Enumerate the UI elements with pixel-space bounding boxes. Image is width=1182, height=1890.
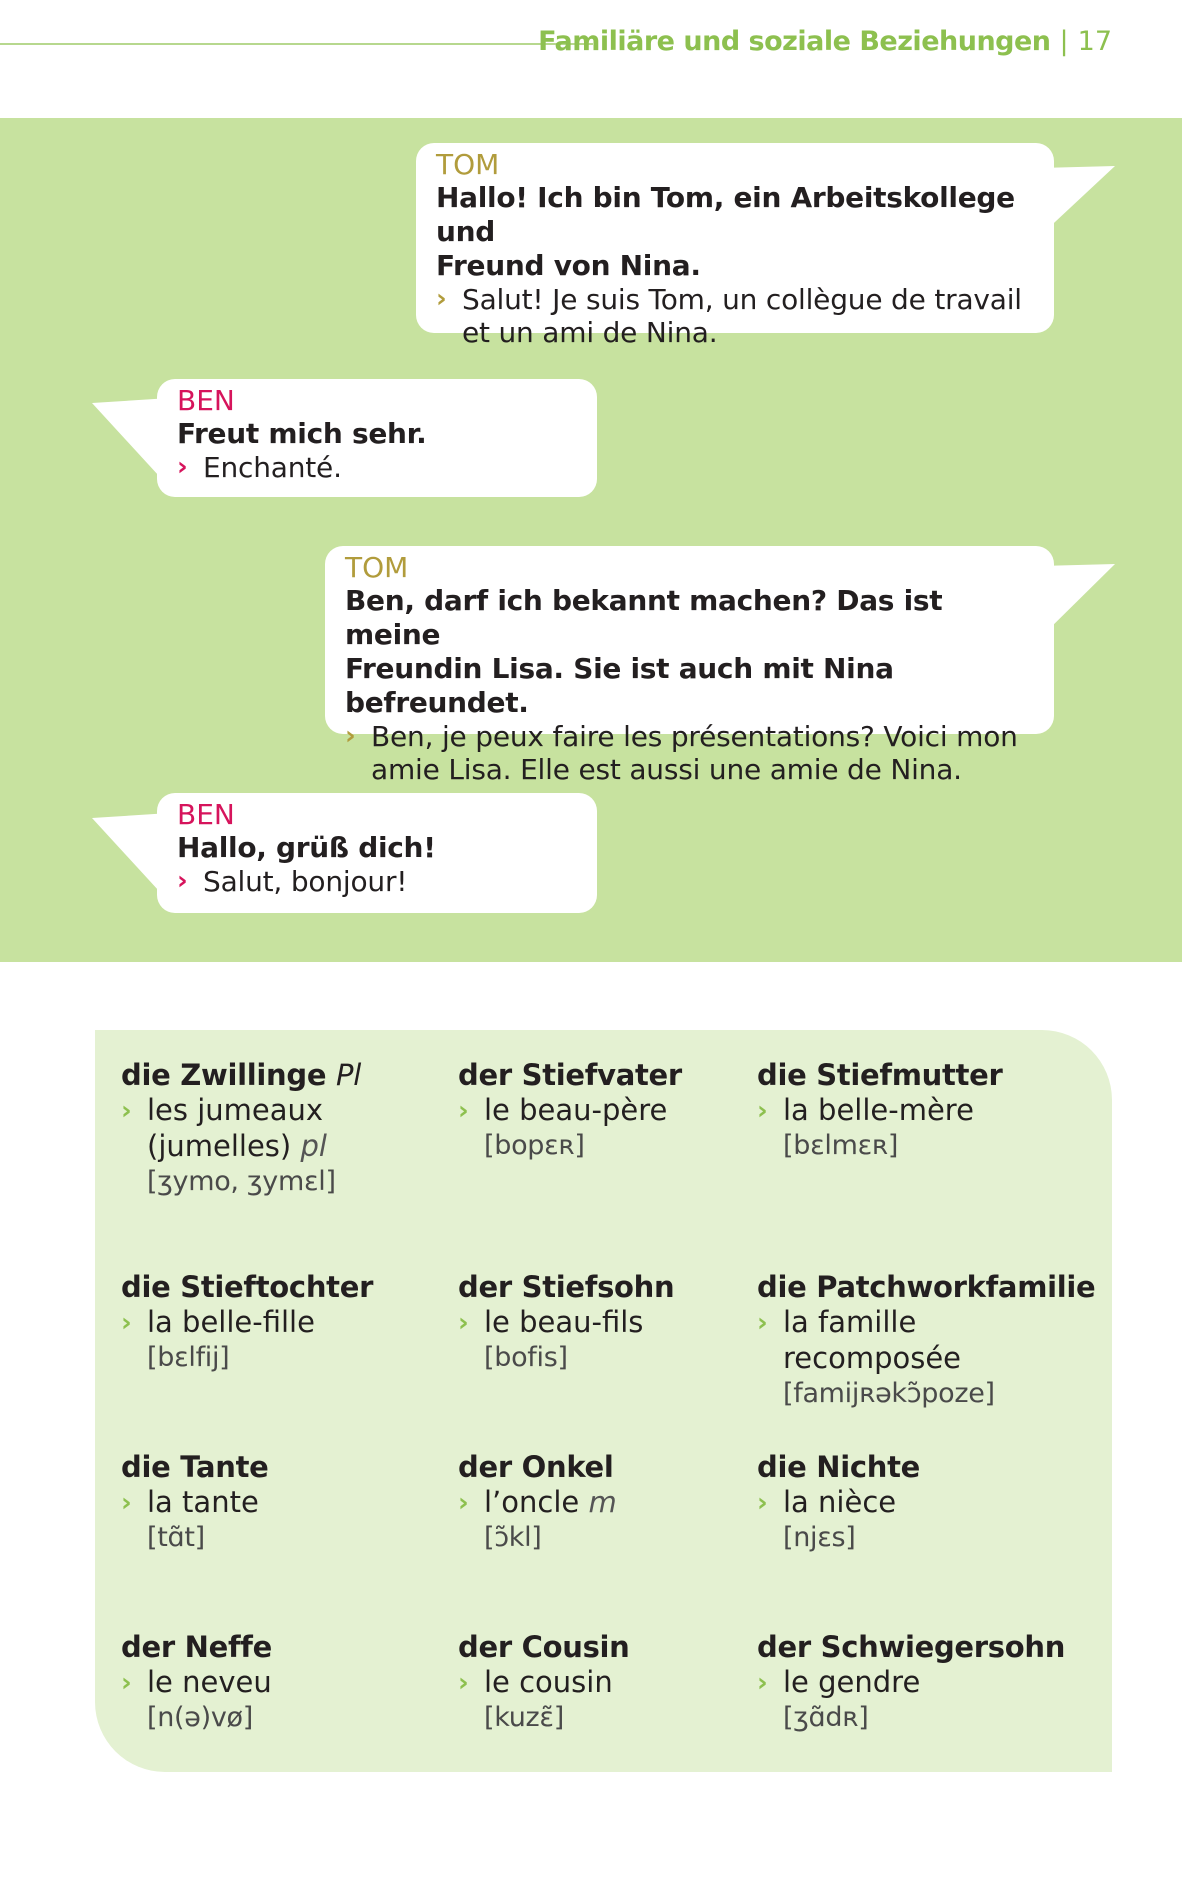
pronunciation: [ʒɑ̃dʀ] [783, 1702, 869, 1733]
page-number: 17 [1077, 26, 1112, 57]
german-line: Ben, darf ich bekannt machen? Das ist meine Freundin Lisa. Sie ist auch mit Nina befreundet. [345, 584, 943, 719]
vocab-entry: der Cousin › le cousin [kuzɛ̃] [458, 1630, 788, 1736]
chevron-right-icon: › [121, 1488, 132, 1518]
vocabulary-panel [95, 1030, 1112, 1772]
grammar-note: m [588, 1485, 617, 1519]
vocab-entry: der Stiefsohn › le beau-fils [bofis] [458, 1270, 788, 1376]
french-translation: › Enchanté. [177, 451, 342, 484]
pronunciation: [bofis] [484, 1342, 568, 1373]
pronunciation: [bɛlmɛʀ] [783, 1130, 899, 1161]
german-line: Hallo, grüß dich! [177, 831, 436, 864]
chevron-right-icon: › [458, 1096, 469, 1126]
chevron-right-icon: › [458, 1488, 469, 1518]
pronunciation: [ʒymo, ʒymɛl] [147, 1166, 336, 1197]
pronunciation: [tɑ̃t] [147, 1522, 205, 1553]
pronunciation: [n(ə)vø] [147, 1702, 253, 1733]
vocab-entry: der Schwiegersohn › le gendre [ʒɑ̃dʀ] [757, 1630, 1102, 1736]
chevron-right-icon: › [121, 1096, 132, 1126]
pronunciation: [bopɛʀ] [484, 1130, 585, 1161]
speaker-name: BEN [177, 384, 235, 417]
vocab-entry: die Tante › la tante [tɑ̃t] [121, 1450, 451, 1556]
page-header [538, 26, 1112, 57]
french-translation: › Salut! Je suis Tom, un collègue de travail et un ami de Nina. [436, 283, 1022, 349]
pronunciation: [kuzɛ̃] [484, 1702, 564, 1733]
chevron-right-icon: › [458, 1308, 469, 1338]
chevron-right-icon: › [757, 1096, 768, 1126]
speaker-name: TOM [345, 551, 409, 584]
header-separator: | [1059, 26, 1069, 57]
vocab-entry: die Nichte › la nièce [njɛs] [757, 1450, 1087, 1556]
header-rule [0, 43, 593, 45]
chevron-right-icon: › [177, 452, 188, 482]
chapter-title: Familiäre und soziale Beziehungen [538, 26, 1051, 57]
vocab-entry: der Stiefvater › le beau-père [bopɛʀ] [458, 1058, 788, 1164]
chevron-right-icon: › [345, 721, 356, 751]
dialogue-panel [0, 118, 1182, 962]
vocab-entry: die Stiefmutter › la belle-mère [bɛlmɛʀ] [757, 1058, 1087, 1164]
french-translation: › Salut, bonjour! [177, 865, 408, 898]
vocab-entry: der Neffe › le neveu [n(ə)vø] [121, 1630, 451, 1736]
speaker-name: BEN [177, 798, 235, 831]
pronunciation: [njɛs] [783, 1522, 856, 1553]
chevron-right-icon: › [121, 1668, 132, 1698]
vocab-entry: die Stieftochter › la belle-fille [bɛlfij] [121, 1270, 451, 1376]
grammar-note: pl [300, 1129, 327, 1163]
chevron-right-icon: › [757, 1308, 768, 1338]
pronunciation: [ɔ̃kl] [484, 1522, 542, 1553]
vocab-entry: der Onkel › l’oncle m [ɔ̃kl] [458, 1450, 788, 1556]
grammar-note: Pl [336, 1058, 361, 1092]
french-translation: › Ben, je peux faire les présentations? Voici mon amie Lisa. Elle est aussi une amie de Nina. [345, 720, 1018, 786]
chevron-right-icon: › [458, 1668, 469, 1698]
chevron-right-icon: › [757, 1488, 768, 1518]
chevron-right-icon: › [436, 284, 447, 314]
speaker-name: TOM [436, 148, 500, 181]
german-line: Freut mich sehr. [177, 417, 427, 450]
chevron-right-icon: › [121, 1308, 132, 1338]
vocab-entry: die Zwillinge Pl › les jumeaux (jumelles) pl [ʒymo, ʒymɛl] [121, 1058, 451, 1200]
pronunciation: [famijʀəkɔ̃poze] [783, 1378, 995, 1409]
chevron-right-icon: › [177, 866, 188, 896]
pronunciation: [bɛlfij] [147, 1342, 230, 1373]
vocab-entry: die Patchworkfamilie › la famille recomposée [famijʀəkɔ̃poze] [757, 1270, 1102, 1412]
german-line: Hallo! Ich bin Tom, ein Arbeitskollege und Freund von Nina. [436, 181, 1015, 282]
chevron-right-icon: › [757, 1668, 768, 1698]
